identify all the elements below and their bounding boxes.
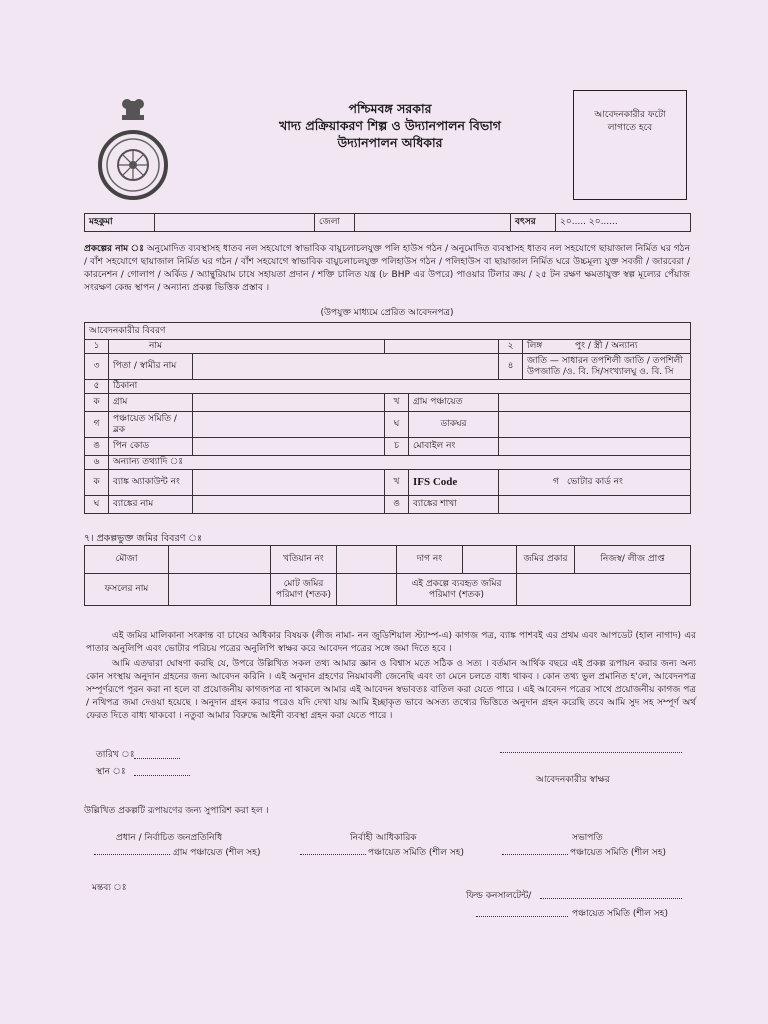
village-label: গ্রাম xyxy=(109,394,193,412)
state-emblem xyxy=(96,95,170,209)
row-bank-ga: গ xyxy=(553,477,559,487)
row-num-5: ৫ xyxy=(85,380,109,394)
field-panchayat-seal-label: পঞ্চায়েত সমিতি (শীল সহ) xyxy=(572,909,668,919)
gp-field[interactable] xyxy=(499,394,691,412)
pradhan-title: প্রধান / নির্বাচিত জনপ্রতিনিধি xyxy=(116,833,223,843)
bank-name-field[interactable] xyxy=(193,496,385,514)
year-field[interactable]: ২০..... ২০...... xyxy=(556,214,691,232)
pradhan-signature-field[interactable] xyxy=(94,854,170,855)
row-ka: ক xyxy=(85,394,109,412)
field-consultant-label: ফিল্ড কনসালটেন্ট/ xyxy=(466,891,532,901)
village-field[interactable] xyxy=(193,394,385,412)
land-section-title: ৭। প্রকল্পভুক্ত জমির বিবরণ ঃ xyxy=(84,533,203,544)
caste-options: সাধারন তপশিলী জাতি / তপশিলী উপজাতি /ও. বি. সি/সংখ্যালঘু ও. বি. সি xyxy=(527,355,683,377)
ownership-label[interactable]: নিজস্ব/ লীজ প্রাপ্ত xyxy=(575,546,691,574)
district-field[interactable] xyxy=(355,214,511,232)
crop-label: ফসলের নাম xyxy=(85,574,169,606)
gp-label: গ্রাম পঞ্চায়েত xyxy=(409,394,499,412)
place-label: স্থান ঃ xyxy=(96,767,126,777)
po-field[interactable] xyxy=(499,412,691,438)
caste-label: জাতি xyxy=(527,355,547,366)
row-bank-gha: ঘ xyxy=(85,496,109,514)
ifs-label: IFS Code xyxy=(409,470,499,496)
block-label: পঞ্চায়েত সমিতি / ব্লক xyxy=(109,412,193,438)
field-consultant-signature-field[interactable] xyxy=(540,898,682,899)
chairman-title: সভাপতি xyxy=(572,833,603,843)
dag-label: দাগ নং xyxy=(397,546,463,574)
khatian-label: খতিয়ান নং xyxy=(271,546,337,574)
father-label: পিতা / স্বামীর নাম xyxy=(109,354,193,380)
applicant-table xyxy=(84,322,691,514)
address-label: ঠিকানা xyxy=(109,380,691,394)
mouza-label: মৌজা xyxy=(85,546,169,574)
row-bank-uo: ঙ xyxy=(385,496,409,514)
row-cha: চ xyxy=(385,438,409,456)
branch-field[interactable] xyxy=(499,496,691,514)
recommendation-text: উল্লিখিত প্রকল্পটি রূপায়ণের জন্য সুপারিশ করা হল । xyxy=(84,806,269,816)
applicant-signature-field[interactable] xyxy=(500,752,682,753)
executive-signature-field[interactable] xyxy=(300,854,366,855)
bank-account-field[interactable] xyxy=(193,470,385,496)
row-bank-ka: ক xyxy=(85,470,109,496)
ifs-voter-cell[interactable] xyxy=(499,470,691,496)
father-field[interactable] xyxy=(193,354,499,380)
emblem-icon xyxy=(96,95,170,209)
caste-cell[interactable]: জাতি — সাধারন তপশিলী জাতি / তপশিলী উপজাতি /ও. বি. সি/সংখ্যালঘু ও. বি. সি xyxy=(523,354,691,380)
gender-cell[interactable] xyxy=(523,340,691,354)
land-type-label: জমির প্রকার xyxy=(517,546,575,574)
declaration-para-1: এই জমির মালিকানা সংক্রান্ত বা চাষের অধিকার বিষয়ক (লীজ নামা- নন জুডিশিয়াল স্ট্যাম্প-এ) কাগজ পত্র, ব্যাঙ্ক পাশবই এর প্রথম এবং আপডেট (হাল নাগাদ) এর পাতার অনুলিপি এবং ভোটার পরিচয় পত্রের অনুলিপি স্বাক্ষর করে আবেদন পত্রের সঙ্গে জমা দিতে হবে । xyxy=(86,631,696,654)
gender-options: পুং / স্ত্রী / অন্যান্য xyxy=(575,341,638,351)
project-note: (উপযুক্ত মাধ্যমে প্রেরিত আবেদনপত্র) xyxy=(320,308,454,318)
row-uo: ঙ xyxy=(85,438,109,456)
place-field[interactable] xyxy=(134,775,190,776)
row-gha: ঘ xyxy=(385,412,409,438)
chairman-seal-label: পঞ্চায়েত সমিতি (শীল সহ) xyxy=(570,848,666,858)
applicant-signature-label: আবেদনকারীর স্বাক্ষর xyxy=(536,775,610,785)
subdivision-field[interactable] xyxy=(155,214,315,232)
row-num-2: ২ xyxy=(499,340,523,354)
applicant-section-title: আবেদনকারীর বিবরণ xyxy=(85,323,691,340)
project-name-label: প্রকল্পের নাম ঃ xyxy=(84,244,144,254)
bank-name-label: ব্যাঙ্কের নাম xyxy=(109,496,193,514)
block-field[interactable] xyxy=(193,412,385,438)
pradhan-seal-label: গ্রাম পঞ্চায়েত (শীল সহ) xyxy=(173,848,261,858)
remarks-label: মন্তব্য ঃ xyxy=(92,883,127,893)
po-label: ডাকঘর xyxy=(409,412,499,438)
project-name-text: অনুমোদিত ব্যবস্থাসহ ধাতব নল সহযোগে স্বাভাবিক বায়ুচলাচলযুক্ত পলি হাউস গঠন / অনুমোদিত ব্যবস্থাসহ ধাতব নল সহযোগে ছায়াজাল নির্মিত ঘর গঠন / বাঁশ সহযোগে ছায়াজাল নির্মিত ঘর গঠন / বাঁশ সহযোগে স্বাভাবিক বায়ুচলাচলযুক্ত পলিহাউস গঠন / পলিহাউস বা ছায়াজাল নির্মিত ঘরে উচ্চমূল্য যুক্ত সবজী / জারবেরা / কারনেশন / গোলাপ / অর্কিড / অ্যান্থুরিয়াম চাষে সহায়তা প্রদান / শক্তি চালিত যন্ত্র (৮ BHP এর উপরে) পাওয়ার টিলার ক্রয় / ২৫ টন রক্ষণ ক্ষমতাযুক্ত স্বল্প মূল্যের পেঁয়াজ সংরক্ষণ কেন্দ্র স্থাপন / অন্যান্য প্রকল্প ভিত্তিক প্রস্তাব । xyxy=(84,244,690,293)
district-label: জেলা xyxy=(315,214,355,232)
row-kha: খ xyxy=(385,394,409,412)
khatian-field[interactable] xyxy=(337,546,397,574)
form-heading xyxy=(200,100,580,151)
row-num-6: ৬ xyxy=(85,456,109,470)
name-label: নাম xyxy=(109,340,385,354)
voter-label: ভোটার কার্ড নং xyxy=(567,477,623,487)
used-land-label: এই প্রকল্পে ব্যবহৃত জমির পরিমাণ (শতক) xyxy=(397,574,517,606)
heading-line-3: উদ্যানপালন অধিকার xyxy=(337,135,443,150)
photo-box-label: আবেদনকারীর ফটো লাগাতে হবে xyxy=(594,110,666,133)
date-label: তারিখ ঃ xyxy=(96,750,135,760)
subdivision-label: মহকুমা xyxy=(85,214,155,232)
total-land-field[interactable] xyxy=(337,574,397,606)
branch-label: ব্যাঙ্কের শাখা xyxy=(409,496,499,514)
name-field[interactable] xyxy=(385,340,499,354)
mobile-label: মোবাইল নং xyxy=(409,438,499,456)
chairman-signature-field[interactable] xyxy=(502,854,568,855)
dag-field[interactable] xyxy=(463,546,517,574)
executive-seal-label: পঞ্চায়েত সমিতি (শীল সহ) xyxy=(368,848,464,858)
heading-line-1: পশ্চিমবঙ্গ সরকার xyxy=(348,101,432,116)
mobile-field[interactable] xyxy=(499,438,691,456)
row-num-3: ৩ xyxy=(85,354,109,380)
top-info-table xyxy=(84,213,691,232)
total-land-label: মোট জমির পরিমাণ (শতক) xyxy=(271,574,337,606)
bank-account-label: ব্যাঙ্ক অ্যাকাউন্ট নং xyxy=(109,470,193,496)
row-num-4: ৪ xyxy=(499,354,523,380)
other-info-label: অন্যান্য তথ্যাদি ঃ xyxy=(109,456,691,470)
row-bank-kha: খ xyxy=(385,470,409,496)
row-ga: গ xyxy=(85,412,109,438)
photo-box[interactable] xyxy=(573,90,687,200)
land-table xyxy=(84,545,691,606)
declaration-para-2: আমি এতদ্বারা ঘোষণা করছি যে, উপরে উল্লিখিত সকল তথ্য আমার জ্ঞান ও বিশ্বাস মতে সঠিক ও সত্য । বর্তমান আর্থিক বছরে এই প্রকল্প রূপায়ন করার জন্য অন্য কোন সংস্থায় অনুদান গ্রহনের জন্য আবেদন করিনি । এই অনুদান গ্রহণের নিয়মাবলী জেনেছি এবং তা মেনে চলতে বাধ্য থাকব । কোন তথ্য ভুল প্রমানিত হ'লে, আবেদনপত্র সম্পূর্ণরূপে পূরন করা না হলে বা প্রয়োজনীয় কাগজপত্র না থাকলে আমার এই আবেদন স্বভাবতঃ বাতিল করা যেতে পারে । এই আবেদন পত্রের সাথে প্রয়োজনীয় কাগজ পত্র / নথিপত্র জমা দেওয়া হয়েছে । অনুদান গ্রহন করার পরেও যদি দেখা যায় আমি ইচ্ছাকৃত ভাবে অসত্য তথ্যের ভিত্তিতে অনুদান গ্রহন করেছি তবে আমি সুদ সহ সম্পূর্ণ অর্থ ফেরত দিতে বাধ্য থাকবো । নতুবা আমার বিরুদ্ধে আইনী ব্যবস্থা গ্রহন করা যেতে পারে । xyxy=(86,659,696,721)
year-label: বৎসর xyxy=(511,214,556,232)
panchayat-signature-field[interactable] xyxy=(476,916,568,917)
executive-title: নির্বাহী আধিকারিক xyxy=(350,833,417,843)
row-num-1: ১ xyxy=(85,340,109,354)
pin-field[interactable] xyxy=(193,438,385,456)
project-name-block xyxy=(84,243,690,295)
pin-label: পিন কোড xyxy=(109,438,193,456)
gender-label: লিঙ্গ xyxy=(527,341,543,351)
crop-field[interactable] xyxy=(169,574,271,606)
date-field[interactable] xyxy=(134,758,180,759)
mouza-field[interactable] xyxy=(169,546,271,574)
used-land-field[interactable] xyxy=(517,574,691,606)
heading-line-2: খাদ্য প্রক্রিয়াকরণ শিল্প ও উদ্যানপালন বিভাগ xyxy=(279,118,501,133)
